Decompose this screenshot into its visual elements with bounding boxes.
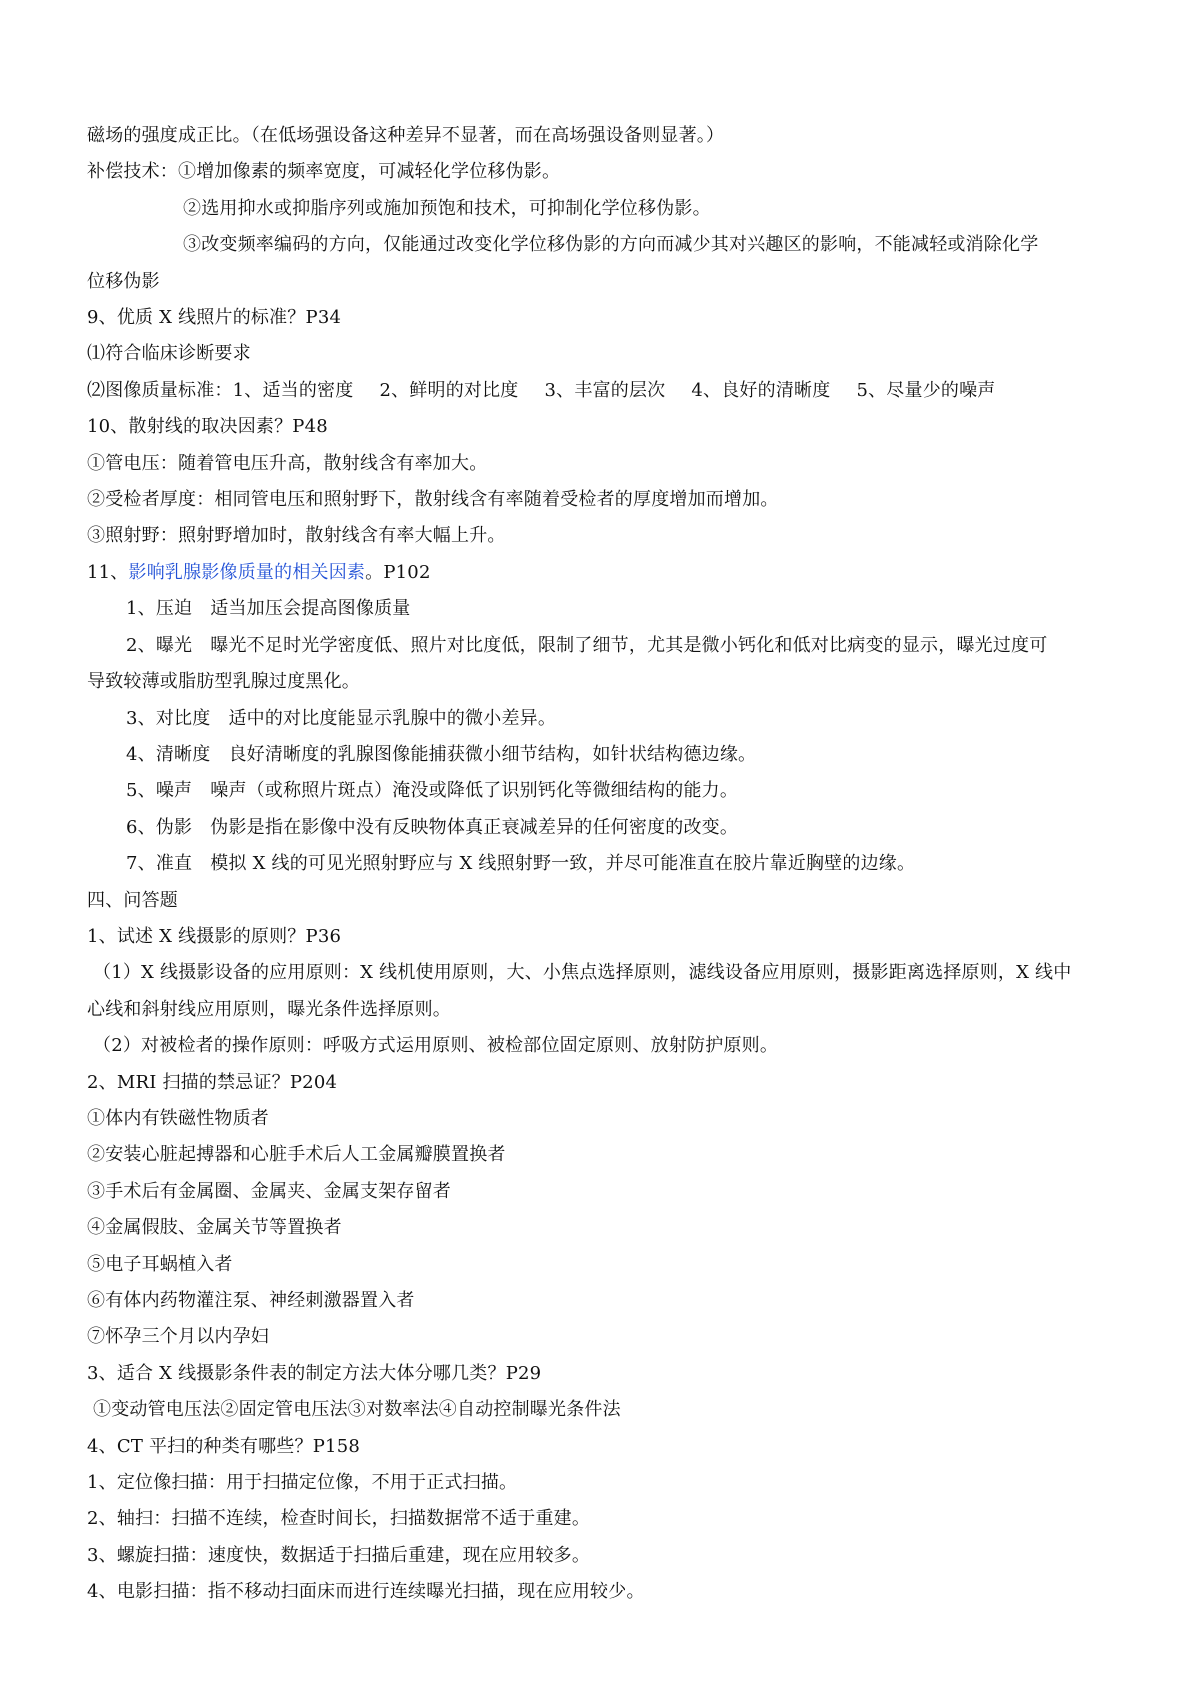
paragraph-line: ②受检者厚度：相同管电压和照射野下，散射线含有率随着受检者的厚度增加而增加。: [87, 489, 779, 511]
list-item: ③手术后有金属圈、金属夹、金属支架存留者: [87, 1180, 451, 1202]
paragraph-line: ①变动管电压法②固定管电压法③对数率法④自动控制曝光条件法: [93, 1399, 621, 1421]
section-heading: 四、问答题: [87, 889, 178, 911]
list-item: 4、电影扫描：指不移动扫面床而进行连续曝光扫描，现在应用较少。: [87, 1581, 645, 1603]
paragraph-line: ⑴符合临床诊断要求: [87, 343, 251, 365]
question-heading: 9、优质 X 线照片的标准？P34: [87, 307, 342, 329]
list-item: ⑦怀孕三个月以内孕妇: [87, 1326, 269, 1348]
standard-item: 3、丰富的层次: [544, 379, 666, 401]
factor-title: 1、压迫: [126, 598, 193, 620]
standard-item: 5、尽量少的噪声: [856, 379, 996, 401]
factor-line: [87, 810, 1105, 846]
heading-number: 11、: [87, 561, 129, 583]
factor-text: 伪影是指在影像中没有反映物体真正衰减差异的任何密度的改变。: [210, 816, 739, 838]
document-body: [87, 118, 1105, 1611]
list-item: ④金属假肢、金属关节等置换者: [87, 1217, 342, 1239]
factor-title: 5、噪声: [126, 780, 193, 802]
factor-title: 7、准直: [126, 853, 193, 875]
factor-line: [87, 591, 1105, 627]
question-heading: 2、MRI 扫描的禁忌证？P204: [87, 1071, 338, 1093]
factor-title: 6、伪影: [126, 816, 193, 838]
quality-standard-line: [87, 373, 1105, 409]
paragraph-line: 心线和斜射线应用原则，曝光条件选择原则。: [87, 998, 451, 1020]
paragraph-line: ②选用抑水或抑脂序列或施加预饱和技术，可抑制化学位移伪影。: [183, 197, 711, 219]
factor-line: [87, 737, 1105, 773]
factor-line: [87, 701, 1105, 737]
factor-text: 良好清晰度的乳腺图像能捕获微小细节结构，如针状结构德边缘。: [228, 743, 757, 765]
heading-suffix: 。P102: [365, 561, 431, 583]
list-item: 3、螺旋扫描：速度快，数据适于扫描后重建，现在应用较多。: [87, 1544, 591, 1566]
factor-title: 4、清晰度: [126, 743, 211, 765]
factor-text: 曝光不足时光学密度低、照片对比度低，限制了细节，尤其是微小钙化和低对比病变的显示，曝光过度可: [210, 634, 1048, 656]
paragraph-line: （1）X 线摄影设备的应用原则：X 线机使用原则，大、小焦点选择原则，滤线设备应用原则，摄影距离选择原则，X 线中: [93, 962, 1072, 984]
factor-text: 模拟 X 线的可见光照射野应与 X 线照射野一致，并尽可能准直在胶片靠近胸壁的边缘。: [210, 853, 916, 875]
list-item: ①体内有铁磁性物质者: [87, 1107, 269, 1129]
question-heading: [87, 555, 1105, 591]
list-item: 1、定位像扫描：用于扫描定位像，不用于正式扫描。: [87, 1472, 518, 1494]
factor-text: 噪声（或称照片斑点）淹没或降低了识别钙化等微细结构的能力。: [210, 780, 739, 802]
question-heading: 4、CT 平扫的种类有哪些？P158: [87, 1435, 361, 1457]
list-item: ⑤电子耳蜗植入者: [87, 1253, 233, 1275]
paragraph-line: 位移伪影: [87, 270, 160, 292]
paragraph-line: ①管电压：随着管电压升高，散射线含有率加大。: [87, 452, 488, 474]
factor-line: [87, 628, 1105, 664]
factor-line: [87, 846, 1105, 882]
standard-item: 2、鲜明的对比度: [379, 379, 519, 401]
factor-title: 2、曝光: [126, 634, 193, 656]
paragraph-line: （2）对被检者的操作原则：呼吸方式运用原则、被检部位固定原则、放射防护原则。: [93, 1035, 779, 1057]
standard-item: 4、良好的清晰度: [691, 379, 831, 401]
paragraph-line: ③照射野：照射野增加时，散射线含有率大幅上升。: [87, 525, 506, 547]
factor-text: 适中的对比度能显示乳腺中的微小差异。: [228, 707, 557, 729]
hyperlink-text[interactable]: 影响乳腺影像质量的相关因素: [128, 561, 366, 583]
paragraph-line: 导致较薄或脂肪型乳腺过度黑化。: [87, 671, 360, 693]
question-heading: 3、适合 X 线摄影条件表的制定方法大体分哪几类？P29: [87, 1362, 542, 1384]
list-item: ⑥有体内药物灌注泵、神经刺激器置入者: [87, 1290, 415, 1311]
factor-title: 3、对比度: [126, 707, 211, 729]
list-item: ②安装心脏起搏器和心脏手术后人工金属瓣膜置换者: [87, 1144, 506, 1166]
paragraph-line: 补偿技术：①增加像素的频率宽度，可减轻化学位移伪影。: [87, 161, 561, 183]
paragraph-line: ③改变频率编码的方向，仅能通过改变化学位移伪影的方向而减少其对兴趣区的影响，不能减轻或消除化学: [183, 234, 1039, 256]
list-item: 2、轴扫：扫描不连续，检查时间长，扫描数据常不适于重建。: [87, 1508, 591, 1530]
question-heading: 10、散射线的取决因素？P48: [87, 416, 328, 438]
standard-label: ⑵图像质量标准：1、适当的密度: [87, 379, 354, 401]
factor-text: 适当加压会提高图像质量: [210, 598, 411, 620]
paragraph-line: 磁场的强度成正比。（在低场强设备这种差异不显著，而在高场强设备则显著。）: [87, 125, 725, 146]
question-heading: 1、试述 X 线摄影的原则？P36: [87, 925, 342, 947]
factor-line: [87, 773, 1105, 809]
